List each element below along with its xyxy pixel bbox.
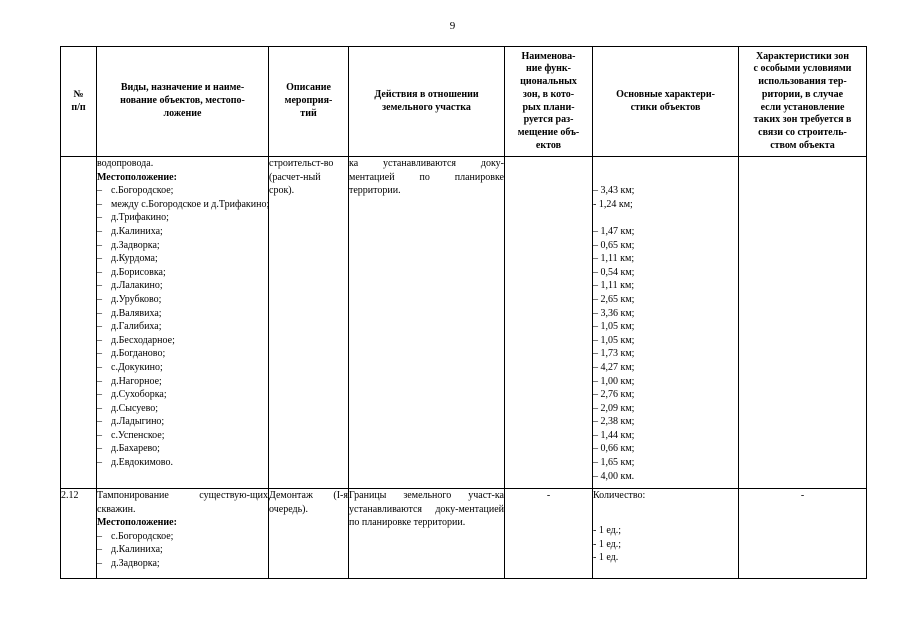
characteristic-item: - 1 ед.;	[593, 538, 622, 550]
table-row	[61, 489, 867, 579]
header-text: Виды, назначение и наиме- нование объектов, местопо- ложение	[120, 82, 245, 119]
location-name: д.Галибиха;	[111, 321, 162, 333]
dash-bullet-icon: –	[97, 293, 102, 305]
location-name: с.Успенское;	[111, 429, 165, 441]
location-item	[97, 442, 268, 456]
location-name: д.Задворка;	[111, 239, 160, 251]
header-number-text: № п/п	[71, 88, 86, 113]
location-item	[97, 375, 268, 389]
dash-bullet-icon: –	[97, 443, 102, 455]
actions-cell: ка устанавливаются доку-ментацией по планировке территории.	[349, 157, 505, 489]
characteristic-item: – 0,54 км;	[593, 266, 635, 278]
characteristic-item: – 1,47 км;	[593, 225, 635, 237]
characteristic-item: – 2,76 км;	[593, 389, 635, 401]
characteristic-item: – 2,65 км;	[593, 293, 635, 305]
header-text: Действия в отношении земельного участка	[374, 88, 479, 113]
location-name: д.Калиниха;	[111, 225, 163, 237]
location-item	[97, 198, 268, 212]
location-name: д.Ладыгино;	[111, 416, 165, 428]
dash-bullet-icon: –	[97, 334, 102, 346]
zones-cell: -	[505, 489, 593, 579]
location-name: д.Евдокимово.	[111, 457, 173, 469]
location-item	[97, 252, 268, 266]
characteristic-item: – 4,00 км.	[593, 470, 635, 482]
location-item	[97, 388, 268, 402]
location-label: Местоположение:	[97, 517, 177, 529]
location-item	[97, 184, 268, 198]
location-item	[97, 530, 268, 544]
dash-bullet-icon: –	[97, 307, 102, 319]
characteristic-item: – 1,44 км;	[593, 429, 635, 441]
characteristic-item: - 1,24 км;	[593, 198, 633, 210]
location-name: д.Курдома;	[111, 253, 158, 265]
location-name: с.Богородское;	[111, 530, 174, 542]
description-cell: Демонтаж (I-я очередь).	[269, 489, 349, 579]
location-item	[97, 456, 268, 470]
dash-bullet-icon: –	[97, 402, 102, 414]
location-name: д.Нагорное;	[111, 375, 162, 387]
location-item	[97, 415, 268, 429]
header-special-zones	[739, 47, 867, 157]
characteristic-item: – 1,00 км;	[593, 375, 635, 387]
zones-cell	[505, 157, 593, 489]
characteristic-item: – 0,65 км;	[593, 239, 635, 251]
location-name: д.Бахарево;	[111, 443, 160, 455]
dash-bullet-icon: –	[97, 530, 102, 542]
header-text: Характеристики зон с особыми условиями использования тер- ритории, в случае если установление таких зон требуется в связи со строитель- ством объекта	[753, 50, 852, 151]
header-land-actions	[349, 47, 505, 157]
dash-bullet-icon: –	[97, 280, 102, 292]
characteristics-list	[593, 184, 738, 483]
location-item	[97, 211, 268, 225]
location-name: д.Сысуево;	[111, 402, 159, 414]
dash-bullet-icon: –	[97, 266, 102, 278]
location-item	[97, 557, 268, 571]
header-text: Описание мероприя- тий	[284, 82, 333, 119]
location-item	[97, 239, 268, 253]
header-description	[269, 47, 349, 157]
dash-bullet-icon: –	[97, 544, 102, 556]
location-name: д.Валявиха;	[111, 307, 162, 319]
characteristic-item: – 3,43 км;	[593, 185, 635, 197]
location-name: с.Богородское;	[111, 185, 174, 197]
header-text: Основные характери- стики объектов	[616, 88, 715, 113]
location-name: д.Борисовка;	[111, 266, 166, 278]
characteristic-item: – 1,11 км;	[593, 280, 635, 292]
characteristics-cell	[593, 489, 739, 579]
location-label: Местоположение:	[97, 171, 177, 183]
characteristic-item: – 2,38 км;	[593, 416, 635, 428]
location-name: с.Докукино;	[111, 361, 163, 373]
header-object-types	[97, 47, 269, 157]
location-item	[97, 307, 268, 321]
location-name: д.Трифакино;	[111, 212, 169, 224]
characteristics-cell	[593, 157, 739, 489]
header-number	[61, 47, 97, 157]
header-characteristics	[593, 47, 739, 157]
dash-bullet-icon: –	[97, 416, 102, 428]
description-cell: строительст-во (расчет-ный срок).	[269, 157, 349, 489]
location-item	[97, 266, 268, 280]
dash-bullet-icon: –	[97, 361, 102, 373]
dash-bullet-icon: –	[97, 457, 102, 469]
object-continuation: водопровода.	[97, 158, 154, 169]
location-item	[97, 402, 268, 416]
location-name: д.Урубково;	[111, 293, 162, 305]
dash-bullet-icon: –	[97, 185, 102, 197]
characteristic-item: – 1,05 км;	[593, 334, 635, 346]
dash-bullet-icon: –	[97, 375, 102, 387]
location-item	[97, 320, 268, 334]
characteristic-item: – 1,11 км;	[593, 253, 635, 265]
location-list	[97, 530, 268, 571]
location-name: д.Богданово;	[111, 348, 166, 360]
characteristic-item: – 4,27 км;	[593, 361, 635, 373]
location-name: д.Калиниха;	[111, 544, 163, 556]
dash-bullet-icon: –	[97, 212, 102, 224]
location-item	[97, 361, 268, 375]
characteristic-item: – 0,66 км;	[593, 443, 635, 455]
location-item	[97, 293, 268, 307]
table-row	[61, 157, 867, 489]
object-cell	[97, 489, 269, 579]
characteristic-item: - 1 ед.	[593, 552, 619, 564]
location-item	[97, 347, 268, 361]
characteristic-item: – 1,05 км;	[593, 321, 635, 333]
header-text: Наименова- ние функ- циональных зон, в кото- рых плани- руется раз- мещение объ- ектов	[517, 50, 580, 151]
plan-objects-table	[60, 46, 867, 579]
location-name: д.Бесходарное;	[111, 334, 175, 346]
characteristics-label: Количество:	[593, 490, 646, 501]
row-number: 2.12	[61, 489, 97, 579]
location-name: между с.Богородское и д.Трифакино;	[111, 198, 270, 210]
special-zones-cell	[739, 157, 867, 489]
dash-bullet-icon: –	[97, 225, 102, 237]
location-list	[97, 184, 268, 469]
object-cell	[97, 157, 269, 489]
characteristic-item: – 1,65 км;	[593, 457, 635, 469]
location-item	[97, 225, 268, 239]
location-item	[97, 543, 268, 557]
special-zones-cell: -	[739, 489, 867, 579]
characteristic-item: - 1 ед.;	[593, 525, 622, 537]
dash-bullet-icon: –	[97, 557, 102, 569]
dash-bullet-icon: –	[97, 429, 102, 441]
header-functional-zones	[505, 47, 593, 157]
page-number: 9	[449, 20, 456, 32]
dash-bullet-icon: –	[97, 198, 102, 210]
dash-bullet-icon: –	[97, 348, 102, 360]
location-name: д.Лалакино;	[111, 280, 163, 292]
object-text: Тампонирование существую-щих скважин.	[97, 490, 268, 515]
location-name: д.Задворка;	[111, 557, 160, 569]
actions-cell: Границы земельного участ-ка устанавливаются доку-ментацией по планировке территории.	[349, 489, 505, 579]
location-item	[97, 334, 268, 348]
location-item	[97, 429, 268, 443]
characteristic-item: – 2,09 км;	[593, 402, 635, 414]
characteristic-item: – 1,73 км;	[593, 348, 635, 360]
characteristic-item: – 3,36 км;	[593, 307, 635, 319]
dash-bullet-icon: –	[97, 239, 102, 251]
row-number	[61, 157, 97, 489]
dash-bullet-icon: –	[97, 321, 102, 333]
dash-bullet-icon: –	[97, 253, 102, 265]
location-item	[97, 279, 268, 293]
dash-bullet-icon: –	[97, 389, 102, 401]
location-name: д.Сухоборка;	[111, 389, 167, 401]
characteristics-list	[593, 524, 738, 565]
table-header-row	[61, 47, 867, 157]
